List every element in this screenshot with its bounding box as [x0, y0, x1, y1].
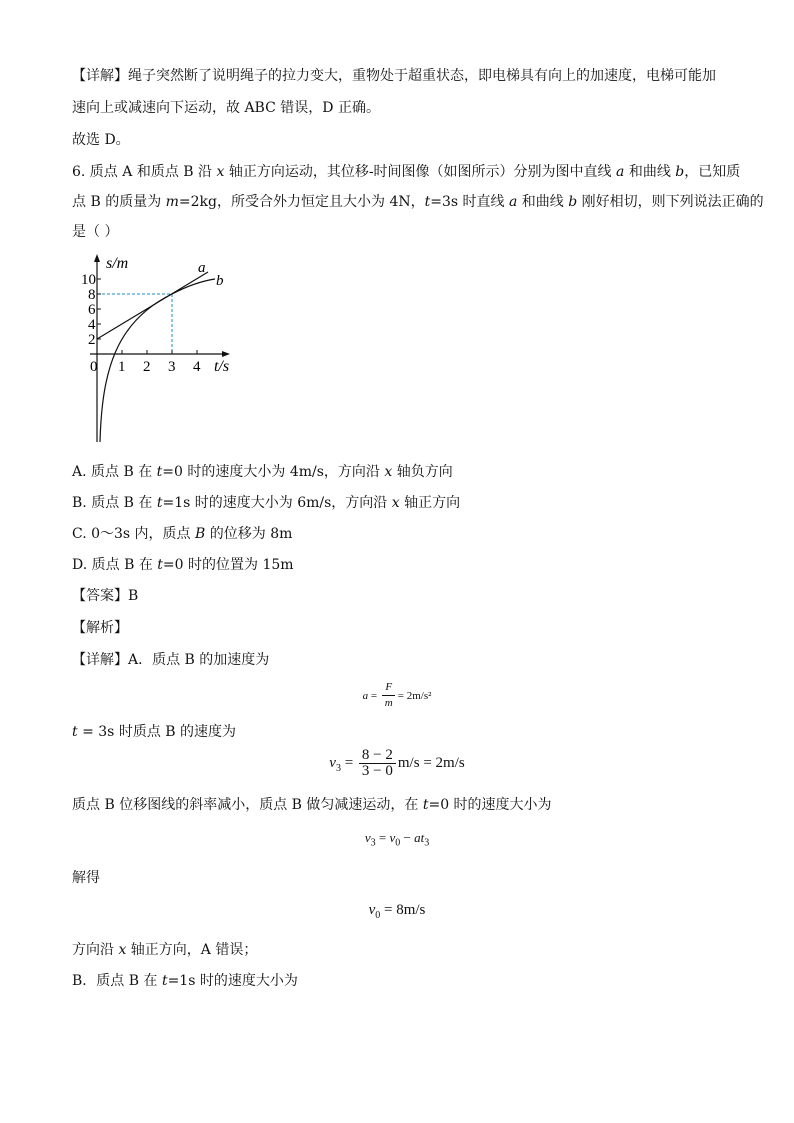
detail-line-3: 质点 B 位移图线的斜率减小，质点 B 做匀减速运动，在 t=0 时的速度大小为: [72, 797, 552, 813]
detail-line-6: B．质点 B 在 t=1s 时的速度大小为: [72, 973, 298, 989]
answer-line: 【答案】B: [72, 588, 139, 604]
question-line-3: 是（ ）: [72, 224, 119, 240]
detail-line-2: t = 3s 时质点 B 的速度为: [72, 724, 237, 740]
equation-initial-velocity: $v_0 = 8m/s$: [368, 902, 426, 921]
detail-line-4: 解得: [72, 870, 100, 886]
detail-line-1: 【详解】A．质点 B 的加速度为: [72, 652, 270, 668]
y-tick-label-2: 2: [88, 332, 96, 348]
origin-label: 0: [90, 359, 98, 375]
equation-velocity-relation: $v_3 = v_0 - at_3$: [364, 830, 430, 849]
x-tick-label-1: 1: [118, 359, 126, 375]
equation-velocity-3: $v_3$ = $\frac{8 - 2}{3 - 0}$ m/s = 2m/s: [329, 747, 465, 779]
x-axis-arrow: [222, 351, 230, 357]
detail-line-5: 方向沿 x 轴正方向，A 错误；: [72, 942, 258, 958]
y-tick-label-8: 8: [88, 287, 96, 303]
detail-paragraph-line-2: 速向上或减速向下运动，故 ABC 错误，D 正确。: [72, 100, 380, 116]
x-tick-label-2: 2: [143, 359, 151, 375]
option-b: B. 质点 B 在 t=1s 时的速度大小为 6m/s，方向沿 x 轴正方向: [72, 495, 461, 511]
option-d: D. 质点 B 在 t=0 时的位置为 15m: [72, 557, 294, 573]
x-tick-label-4: 4: [193, 359, 201, 375]
y-tick-label-10: 10: [81, 272, 96, 288]
analysis-title: 【解析】: [72, 620, 128, 636]
option-c: C. 0～3s 内，质点 B 的位移为 8m: [72, 526, 293, 542]
x-axis-label: t/s: [214, 358, 230, 375]
y-axis-arrow: [94, 254, 100, 262]
y-tick-label-6: 6: [88, 302, 96, 318]
equation-acceleration: a = $\frac{F}{m}$ = 2m/s²: [362, 681, 432, 709]
position-time-graph: [80, 252, 250, 447]
conclusion-line: 故选 D。: [72, 132, 130, 148]
option-a: A. 质点 B 在 t=0 时的速度大小为 4m/s，方向沿 x 轴负方向: [72, 464, 453, 480]
line-a-label: a: [198, 260, 206, 276]
y-tick-label-4: 4: [88, 317, 96, 333]
y-axis-label: s/m: [106, 255, 129, 272]
detail-paragraph-line-1: 【详解】绳子突然断了说明绳子的拉力变大，重物处于超重状态，即电梯具有向上的加速度，电梯可能加: [72, 68, 716, 84]
curve-b-label: b: [216, 273, 224, 289]
question-line-1: 6. 质点 A 和质点 B 沿 x 轴正方向运动，其位移-时间图像（如图所示）分别为图中直线 a 和曲线 b，已知质: [72, 164, 741, 180]
x-tick-label-3: 3: [168, 359, 176, 375]
question-line-2: 点 B 的质量为 m=2kg，所受合外力恒定且大小为 4N，t=3s 时直线 a 和曲线 b 刚好相切，则下列说法正确的: [72, 194, 764, 210]
